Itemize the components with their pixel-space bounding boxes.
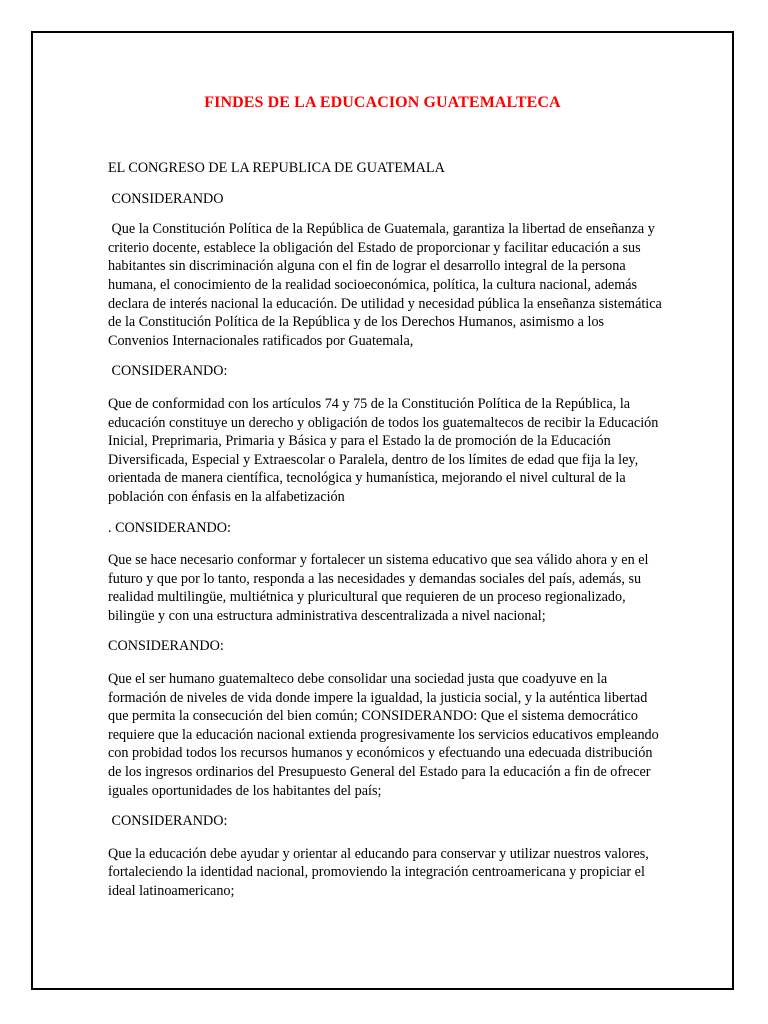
considerando-paragraph-5: Que la educación debe ayudar y orientar al educando para conservar y utilizar nuestros valores, fortaleciendo la identidad nacional, promoviendo la integración centroamericana y propiciar el ideal latinoamericano;: [108, 845, 653, 899]
considerando-paragraph-1: Que la Constitución Política de la República de Guatemala, garantiza la libertad de enseñanza y criterio docente, establece la obligación del Estado de proporcionar y facilitar educación a sus habitantes sin discriminación alguna con el fin de lograr el desarrollo integral de la persona humana, el conocimiento de la realidad socioeconómica, política, la cultura nacional, además declara de interés nacional la educación. De utilidad y necesidad pública la enseñanza sistemática de la Constitución Política de la República y de los Derechos Humanos, asimismo a los Convenios Internacionales ratificados por Guatemala,: [108, 221, 666, 349]
document-title: FINDES DE LA EDUCACION GUATEMALTECA: [204, 94, 561, 111]
considerando-heading-2: CONSIDERANDO:: [108, 363, 228, 380]
document-body: [108, 159, 668, 901]
issuer-heading: EL CONGRESO DE LA REPUBLICA DE GUATEMALA: [108, 160, 445, 176]
considerando-heading-3: . CONSIDERANDO:: [108, 519, 231, 536]
considerando-heading-4: CONSIDERANDO:: [108, 638, 224, 655]
document-page: [31, 31, 734, 990]
considerando-heading-5: CONSIDERANDO:: [108, 813, 228, 830]
considerando-paragraph-3: Que se hace necesario conformar y fortalecer un sistema educativo que sea válido ahora y en el futuro y que por lo tanto, responda a las necesidades y demandas sociales del país, además, su realidad multilingüe, multiétnica y pluricultural que requieren de un proceso regionalizado, bilingüe y con una estructura administrativa descentralizada a nivel nacional;: [108, 552, 653, 624]
considerando-paragraph-2: Que de conformidad con los artículos 74 y 75 de la Constitución Política de la República, la educación constituye un derecho y obligación de todos los guatemaltecos de recibir la Educación Inicial, Preprimaria, Primaria y Básica y para el Estado la de promoción de la Educación Diversificada, Especial y Extraescolar o Paralela, dentro de los límites de edad que fija la ley, orientada de manera científica, tecnológica y humanística, mejorando el nivel cultural de la población con énfasis en la alfabetización: [108, 395, 662, 505]
considerando-paragraph-4: Que el ser humano guatemalteco debe consolidar una sociedad justa que coadyuve en la formación de niveles de vida donde impere la igualdad, la justicia social, y la auténtica libertad que permita la consecución del bien común; CONSIDERANDO: Que el sistema democrático requiere que la educación nacional extienda progresivamente los servicios educativos empleando con probidad todos los recursos humanos y económicos y efectuando una edecuada distribución de los ingresos ordinarios del Presupuesto General del Estado para la educación a fin de ofrecer iguales oportunidades de los habitantes del país;: [108, 671, 663, 799]
considerando-heading-1: CONSIDERANDO: [108, 190, 224, 207]
